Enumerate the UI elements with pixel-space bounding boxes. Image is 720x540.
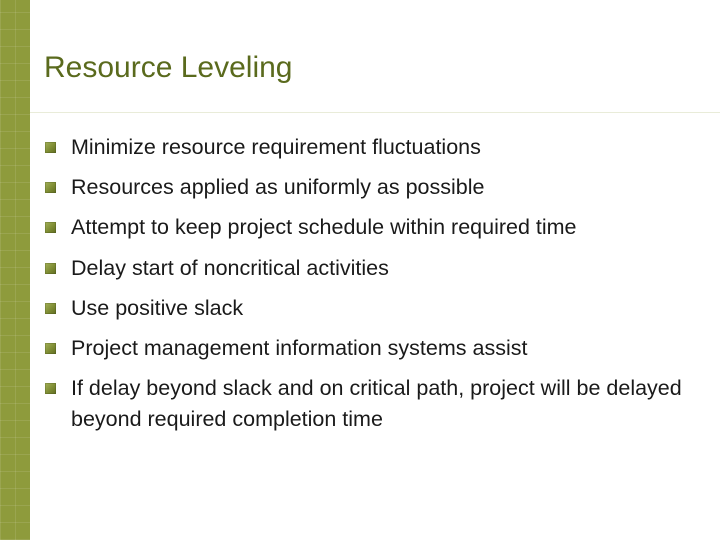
side-accent-bar: [0, 0, 30, 540]
bullet-item: [44, 373, 708, 434]
bullet-item: [44, 132, 708, 163]
bullet-text: If delay beyond slack and on critical path, project will be delayed beyond required completion time: [71, 376, 682, 431]
square-bullet-icon: [45, 303, 56, 314]
bullet-text: Minimize resource requirement fluctuations: [71, 135, 481, 159]
bullet-text: Attempt to keep project schedule within required time: [71, 215, 577, 240]
slide-title: Resource Leveling: [44, 51, 293, 84]
square-bullet-icon: [45, 142, 56, 153]
title-divider: [30, 112, 720, 113]
square-bullet-icon: [45, 383, 56, 394]
bullet-item: [44, 253, 708, 284]
bullet-text: Project management information systems assist: [71, 335, 528, 360]
bullet-item: [44, 212, 708, 243]
bullet-item: [44, 333, 708, 364]
bullet-item: [44, 172, 708, 203]
bullet-text: Resources applied as uniformly as possible: [71, 175, 485, 200]
bullet-list: [44, 132, 708, 434]
square-bullet-icon: [45, 182, 56, 193]
square-bullet-icon: [45, 343, 56, 354]
square-bullet-icon: [45, 263, 56, 274]
bullet-item: [44, 293, 708, 324]
square-bullet-icon: [45, 222, 56, 233]
bullet-text: Use positive slack: [71, 295, 244, 320]
bullet-text: Delay start of noncritical activities: [71, 255, 389, 280]
